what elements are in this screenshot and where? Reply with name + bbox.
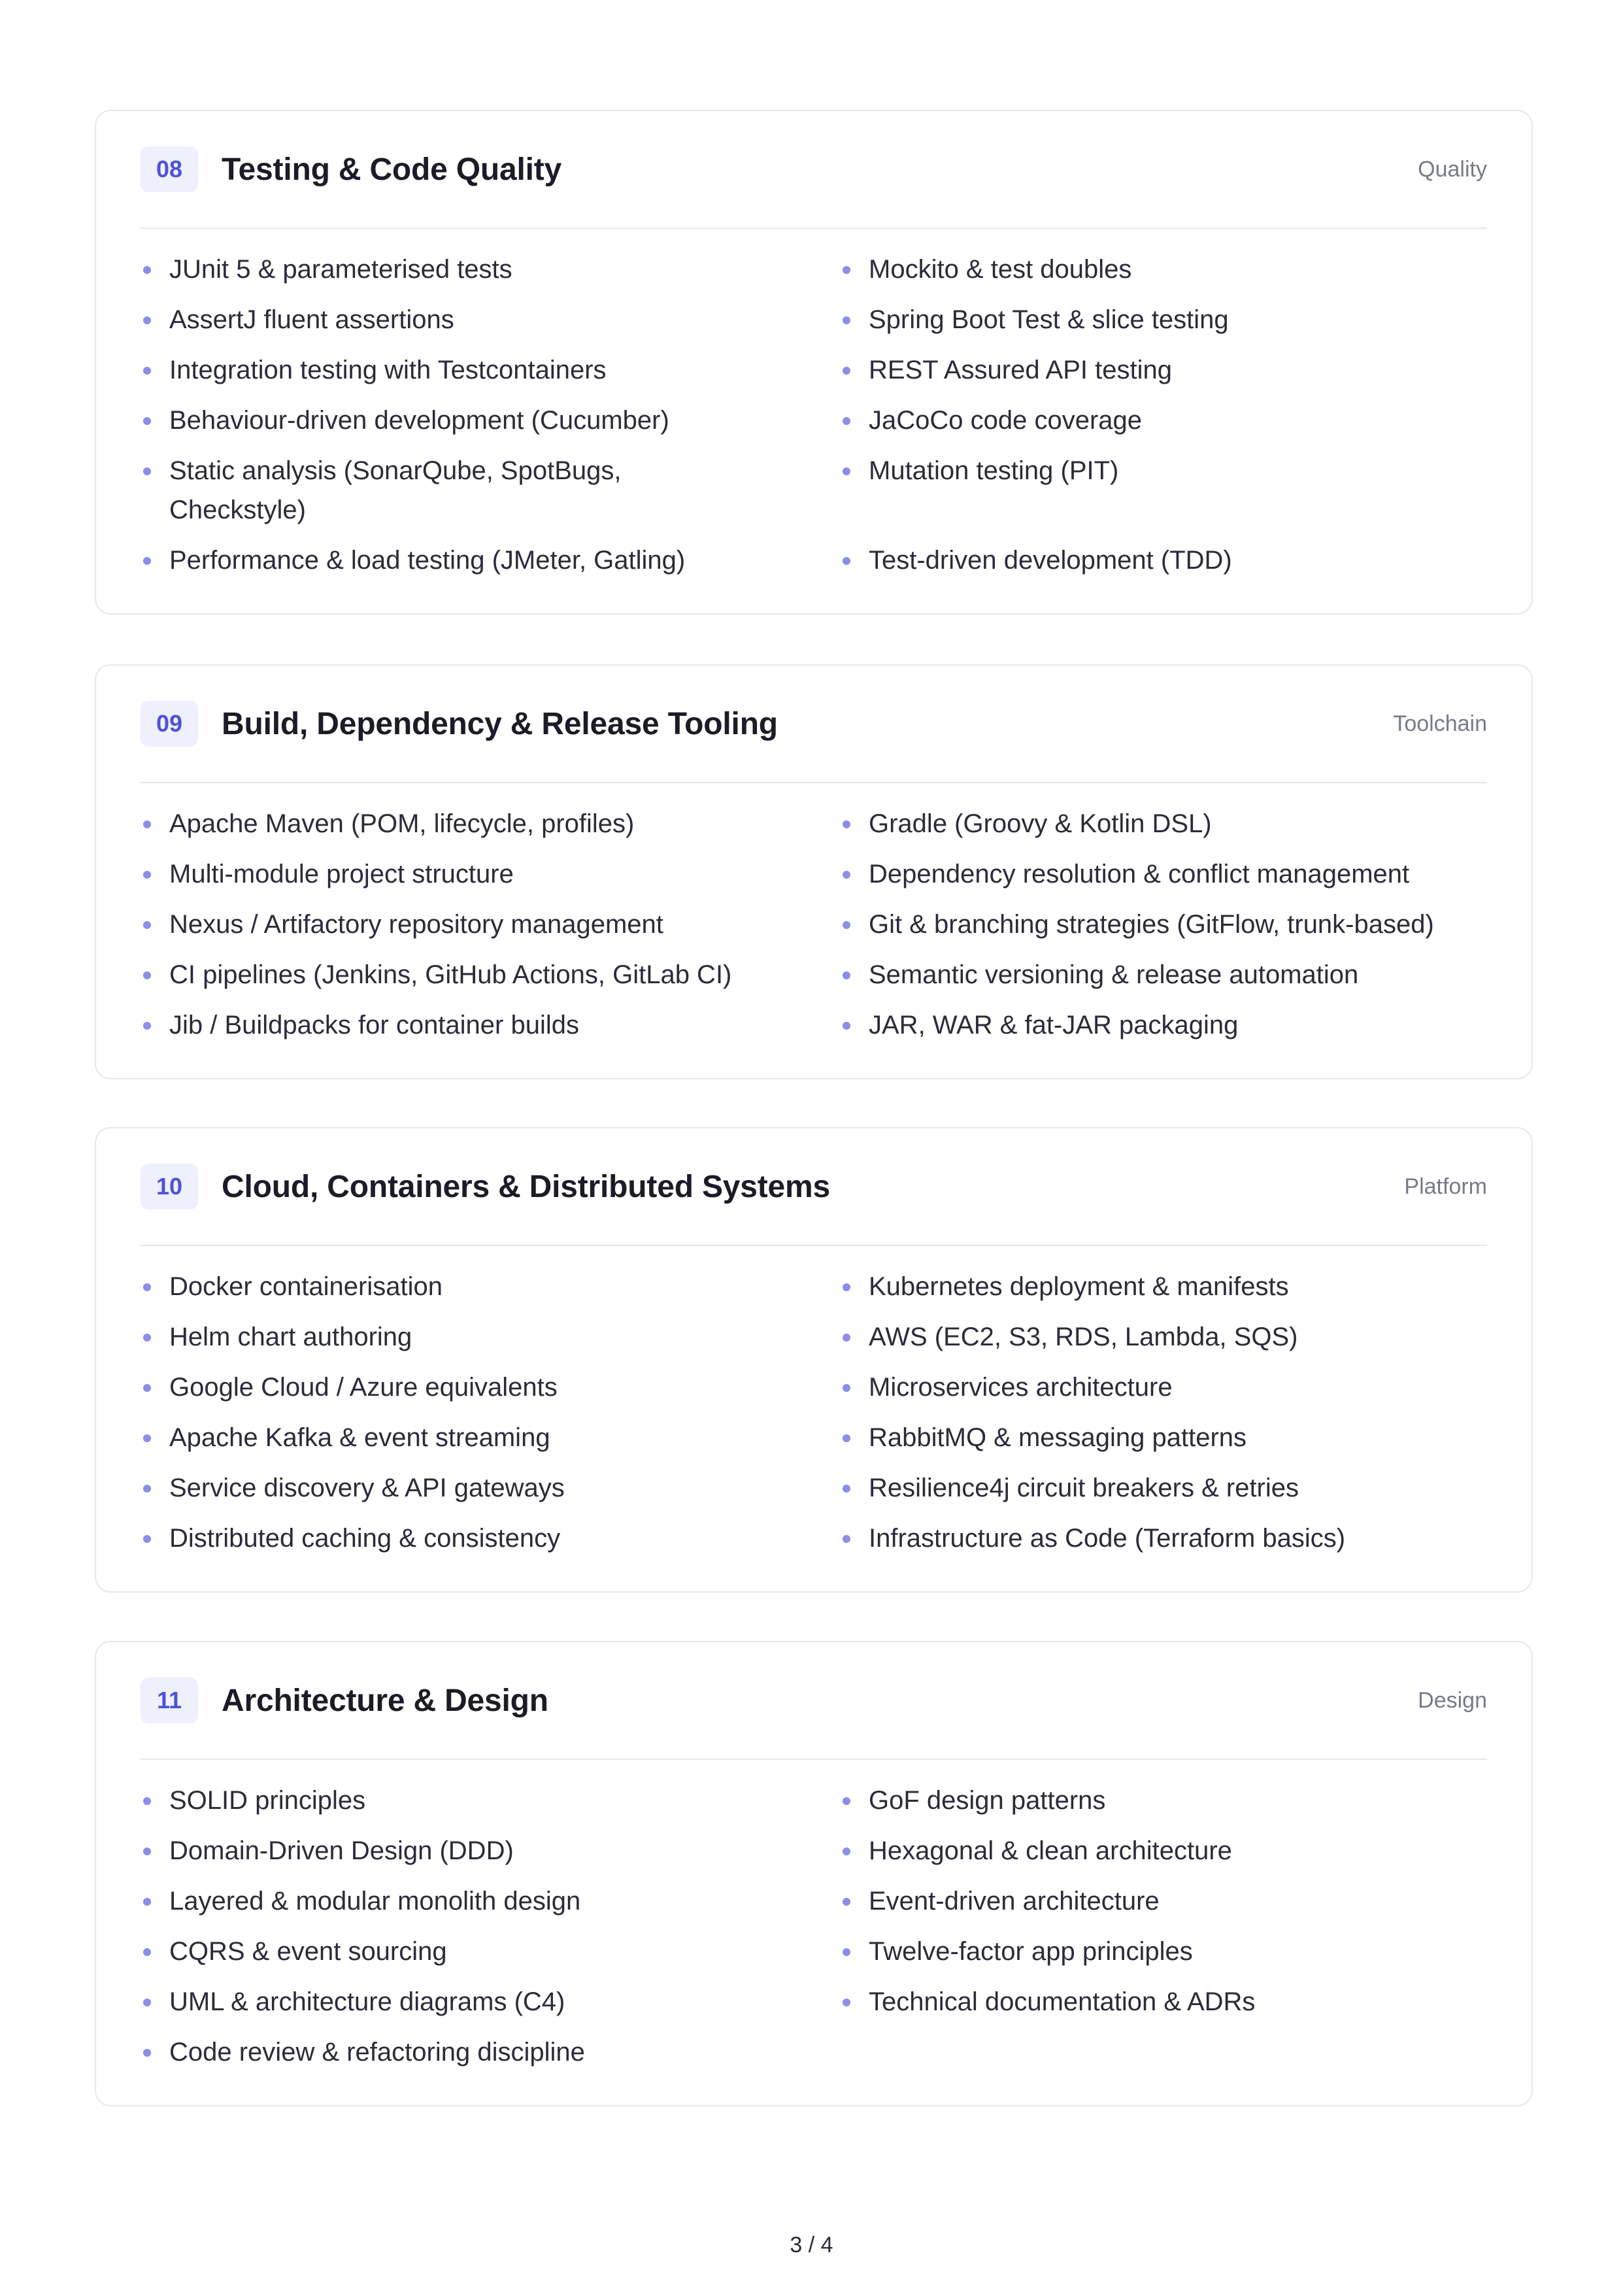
section-items <box>141 783 1487 1078</box>
section-tag: Toolchain <box>1393 711 1487 736</box>
list-item: Infrastructure as Code (Terraform basics) <box>840 1519 1494 1558</box>
list-item: Domain-Driven Design (DDD) <box>141 1831 840 1870</box>
list-item: Layered & modular monolith design <box>141 1882 840 1921</box>
list-item: Gradle (Groovy & Kotlin DSL) <box>840 804 1494 843</box>
list-item: Code review & refactoring discipline <box>141 2033 840 2072</box>
section-tag: Design <box>1418 1687 1487 1713</box>
list-item: Event-driven architecture <box>840 1882 1494 1921</box>
list-item: Test-driven development (TDD) <box>840 541 1494 580</box>
section-items <box>141 1760 1487 2105</box>
section-title: Testing & Code Quality <box>222 152 562 187</box>
list-item: Helm chart authoring <box>141 1317 840 1357</box>
section-items <box>141 229 1487 613</box>
section-number: 08 <box>141 146 198 192</box>
section-title: Cloud, Containers & Distributed Systems <box>222 1169 831 1204</box>
list-item: UML & architecture diagrams (C4) <box>141 1982 840 2021</box>
list-item: GoF design patterns <box>840 1781 1494 1820</box>
list-item: Service discovery & API gateways <box>141 1468 840 1508</box>
list-item: Docker containerisation <box>141 1267 840 1306</box>
list-item: Google Cloud / Azure equivalents <box>141 1368 840 1407</box>
section-tag: Platform <box>1404 1173 1487 1199</box>
list-item: CQRS & event sourcing <box>141 1932 840 1971</box>
section-number: 10 <box>141 1164 198 1209</box>
section-items <box>141 1246 1487 1591</box>
list-item: Technical documentation & ADRs <box>840 1982 1494 2021</box>
list-item: Mockito & test doubles <box>840 250 1494 289</box>
section-header <box>141 1642 1487 1760</box>
section-card-08 <box>95 110 1533 615</box>
list-item: Integration testing with Testcontainers <box>141 350 840 390</box>
list-item: AssertJ fluent assertions <box>141 300 840 339</box>
list-item: Git & branching strategies (GitFlow, trunk-based) <box>840 905 1494 944</box>
list-item: Performance & load testing (JMeter, Gatling) <box>141 541 840 580</box>
section-title: Build, Dependency & Release Tooling <box>222 706 778 741</box>
section-number: 09 <box>141 701 198 747</box>
list-item: Apache Maven (POM, lifecycle, profiles) <box>141 804 840 843</box>
list-item: AWS (EC2, S3, RDS, Lambda, SQS) <box>840 1317 1494 1357</box>
page-number: 3 / 4 <box>790 2233 833 2257</box>
section-card-11 <box>95 1641 1533 2106</box>
section-header <box>141 1128 1487 1246</box>
section-number: 11 <box>141 1678 198 1723</box>
section-header <box>141 666 1487 783</box>
list-item: Microservices architecture <box>840 1368 1494 1407</box>
list-item: CI pipelines (Jenkins, GitHub Actions, GitLab CI) <box>141 955 840 994</box>
list-item: Semantic versioning & release automation <box>840 955 1494 994</box>
list-item: Twelve-factor app principles <box>840 1932 1494 1971</box>
list-item: Behaviour-driven development (Cucumber) <box>141 401 840 440</box>
list-item: Apache Kafka & event streaming <box>141 1418 840 1457</box>
list-item: Static analysis (SonarQube, SpotBugs, Checkstyle) <box>141 451 840 530</box>
list-item: Spring Boot Test & slice testing <box>840 300 1494 339</box>
list-item: Multi-module project structure <box>141 854 840 894</box>
list-item: Mutation testing (PIT) <box>840 451 1494 530</box>
list-item: Kubernetes deployment & manifests <box>840 1267 1494 1306</box>
list-item: Jib / Buildpacks for container builds <box>141 1005 840 1045</box>
list-item: SOLID principles <box>141 1781 840 1820</box>
list-item: JAR, WAR & fat-JAR packaging <box>840 1005 1494 1045</box>
section-card-09 <box>95 664 1533 1079</box>
section-tag: Quality <box>1418 156 1487 182</box>
list-item: Hexagonal & clean architecture <box>840 1831 1494 1870</box>
list-item: Resilience4j circuit breakers & retries <box>840 1468 1494 1508</box>
section-card-10 <box>95 1127 1533 1593</box>
list-item: Nexus / Artifactory repository management <box>141 905 840 944</box>
list-item: REST Assured API testing <box>840 350 1494 390</box>
list-item: JUnit 5 & parameterised tests <box>141 250 840 289</box>
list-item: JaCoCo code coverage <box>840 401 1494 440</box>
list-item: RabbitMQ & messaging patterns <box>840 1418 1494 1457</box>
list-item: Dependency resolution & conflict management <box>840 854 1494 894</box>
section-title: Architecture & Design <box>222 1683 548 1718</box>
list-item: Distributed caching & consistency <box>141 1519 840 1558</box>
section-header <box>141 111 1487 229</box>
